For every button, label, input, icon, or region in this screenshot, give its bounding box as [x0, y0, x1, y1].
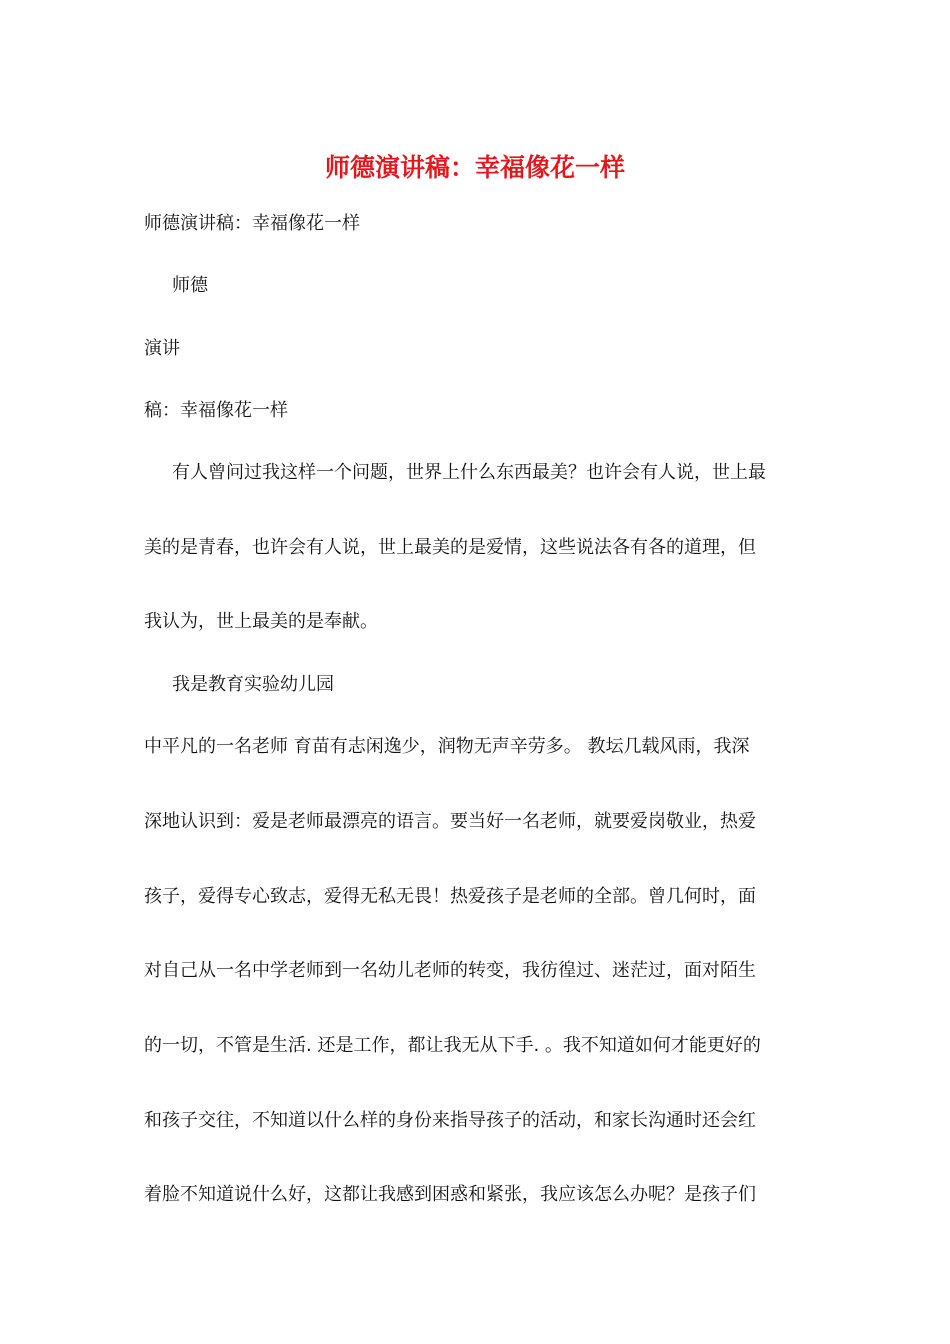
paragraph-line: 深地认识到：爱是老师最漂亮的语言。要当好一名老师，就要爱岗敬业，热爱	[144, 811, 756, 832]
subtitle-line: 师德演讲稿：幸福像花一样	[144, 213, 360, 234]
paragraph-line: 和孩子交往，不知道以什么样的身份来指导孩子的活动，和家长沟通时还会红	[144, 1110, 756, 1131]
paragraph-line: 中平凡的一名老师 育苗有志闲逸少，润物无声辛劳多。 教坛几载风雨，我深	[144, 736, 750, 757]
paragraph-line: 我是教育实验幼儿园	[172, 674, 334, 695]
paragraph-line: 我认为，世上最美的是奉献。	[144, 611, 378, 632]
text-line: 稿：幸福像花一样	[144, 400, 288, 421]
document-title: 师德演讲稿：幸福像花一样	[324, 153, 625, 182]
paragraph-line: 着脸不知道说什么好，这都让我感到困惑和紧张，我应该怎么办呢？是孩子们	[144, 1184, 756, 1205]
paragraph-line: 孩子，爱得专心致志，爱得无私无畏！热爱孩子是老师的全部。曾几何时，面	[144, 886, 756, 907]
text-line: 师德	[172, 275, 208, 296]
text-line: 演讲	[144, 338, 180, 359]
paragraph-line: 有人曾问过我这样一个问题，世界上什么东西最美？也许会有人说，世上最	[172, 462, 766, 483]
paragraph-line: 对自己从一名中学老师到一名幼儿老师的转变，我彷徨过、迷茫过，面对陌生	[144, 960, 756, 981]
paragraph-line: 美的是青春，也许会有人说，世上最美的是爱情，这些说法各有各的道理，但	[144, 537, 756, 558]
paragraph-line: 的一切，不管是生活. 还是工作，都让我无从下手. 。我不知道如何才能更好的	[144, 1035, 761, 1056]
